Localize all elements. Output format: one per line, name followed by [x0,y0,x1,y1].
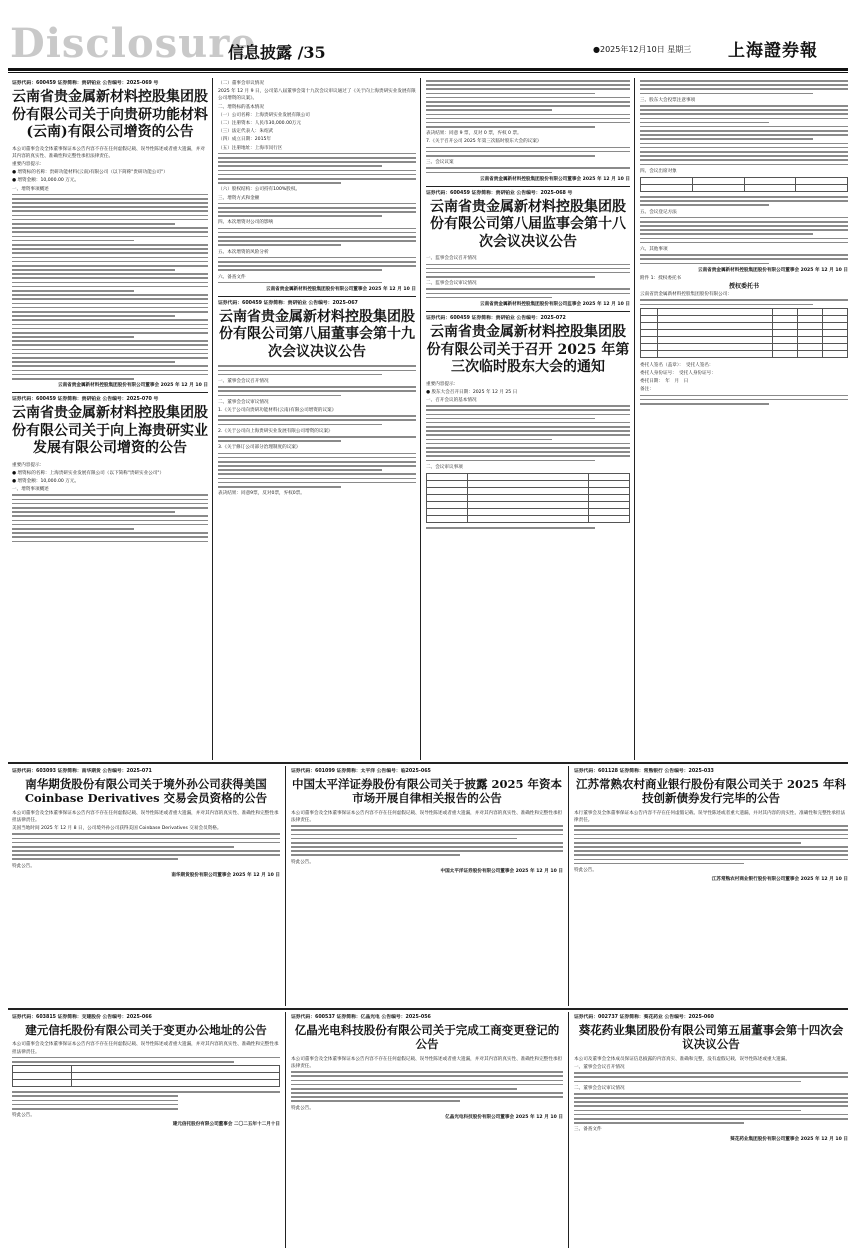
announcement-changshu-bank [574,768,848,1004]
paragraph: （五）注册地址：上海市闵行区 [218,145,283,151]
announcement-title: 云南省贵金属新材料控股集团股份有限公司关于向上海贵研实业发展有限公司增资的公告 [12,405,208,457]
paragraph: （一）公司名称：上海贵研实业发展有限公司 [218,112,310,118]
body-text-lines [218,228,416,246]
announcement-code: 证券代码：002737 证券简称：葵花药业 公告编号：2025-060 [574,1015,714,1020]
section-divider [426,186,630,187]
body-text-lines [640,80,848,94]
announcement-code: 证券代码：600459 证券简称：贵研铂业 公告编号：2025-067 [218,300,358,306]
header-rule [8,68,848,71]
paragraph: 三、备查文件 [574,1127,602,1133]
paragraph: 备注： [640,387,654,393]
paragraph: 六、备查文件 [218,274,246,280]
body-text-lines [640,254,848,264]
body-text-lines [640,196,848,206]
paragraph: 附件 1：授权委托书 [640,275,682,281]
paragraph: 二、董事会会议审议情况 [574,1085,625,1091]
paragraph: 三、增资方式和金额 [218,195,260,201]
body-text-lines [640,105,848,165]
announcement-title: 云南省贵金属新材料控股集团股份有限公司第八届董事会第十九次会议决议公告 [219,308,415,360]
announcement-code: 证券代码：601128 证券简称：常熟银行 公告编号：2025-033 [574,769,714,774]
body-text-lines [218,365,416,375]
paragraph: （二）注册资本：人民币30,000.00万元 [218,121,302,127]
body-text-lines [291,1071,563,1102]
column-divider [212,78,213,760]
paragraph: 一、监事会会议召开情况 [426,256,477,262]
paragraph: ● 增资标的名称：上海贵研实业发展有限公司（以下简称"贵研实业公司"） [12,470,165,476]
body-text-lines [426,264,630,278]
column-divider [285,766,286,1006]
paragraph: 委托人签名（盖章）： 受托人签名： [640,362,714,368]
body-text-lines [12,1057,280,1063]
paragraph: 本公司董事会及全体董事保证本公告内容不存在任何虚假记载、误导性陈述或者重大遗漏，并对其内容的真实性、准确性和完整性承担法律责任。 [12,1042,279,1055]
section-divider [218,296,416,297]
paragraph: 本行董事会及全体董事保证本公告内容不存在任何虚假记载、误导性陈述或者重大遗漏，并对其内容的真实性、准确性和完整性承担法律责任。 [574,810,846,823]
announcement-code: 证券代码：600459 证券简称：贵研铂业 公告编号：2025-070 号 [12,397,159,403]
signature: 建元信托股份有限公司董事会 二〇二五年十二月十日 [172,1122,280,1128]
paragraph: 云南省贵金属新材料控股集团股份有限公司： [640,292,732,298]
paragraph: 特此公告。 [12,863,35,869]
paragraph: 本公司董事会及全体董事保证本公告内容不存在任何虚假记载、误导性陈述或者重大遗漏，并对其内容的真实性、准确性和完整性承担法律责任。 [12,146,205,159]
paragraph: 表决结果：同意9票，反对0票，弃权0票。 [218,491,305,497]
paragraph: （二）董事会审议情况 [218,81,264,86]
section-rule [8,1008,848,1010]
announcement-title: 云南省贵金属新材料控股集团股份有限公司关于向贵研功能材料(云南)有限公司增资的公告 [12,89,208,140]
newspaper-masthead: 上海證券報 [728,41,818,61]
announcement-nanhua [12,768,280,1004]
paragraph: 表决结果：同意 9 票，反对 0 票，弃权 0 票。 [426,131,522,137]
paragraph: 特此公告。 [291,859,314,865]
announcement-code: 证券代码：601099 证券简称：太平洋 公告编号：临2025-065 [291,769,431,774]
section-logo: Disclosure [10,20,257,67]
publication-date: ●2025年12月10日 星期三 [593,45,692,54]
announcement-1 [12,80,208,758]
paragraph: 六、其他事项 [640,247,668,253]
announcement-title: 江苏常熟农村商业银行股份有限公司关于 2025 年科技创新债券发行完毕的公告 [575,777,846,806]
body-text-lines [218,386,416,396]
paragraph: 2.《关于公司向上海贵研实业发展有限公司增资的议案》 [218,428,333,434]
announcement-code: 证券代码：600459 证券简称：贵研铂业 公告编号：2025-068 号 [426,190,573,196]
body-text-lines [574,825,848,864]
body-text-lines [12,194,208,380]
body-text-lines [640,217,848,244]
announcement-code: 证券代码：600537 证券简称：亿晶光电 公告编号：2025-056 [291,1015,431,1020]
paragraph: 1.《关于公司向贵研功能材料(云南)有限公司增资的议案》 [218,408,337,413]
header-rule-thin [8,72,848,73]
proxy-vote-table [640,308,848,358]
announcement-3 [426,80,630,758]
paragraph: 本公司及董事会全体成员保证信息披露的内容真实、准确和完整，没有虚假记载、误导性陈述或重大遗漏。 [574,1056,790,1062]
column-divider [285,1012,286,1248]
body-text-lines [218,415,416,425]
column-divider [420,78,421,760]
body-text-lines [640,299,848,305]
paragraph: 三、股东大会投票注意事项 [640,97,696,103]
signature: 云南省贵金属新材料控股集团股份有限公司董事会 2025 年 12 月 10 日 [57,383,208,389]
paragraph: 美国当地时间 2025 年 12 月 8 日，公司境外孙公司获得美国 Coinbase Derivatives 交易会员资格。 [12,826,222,832]
body-text-lines [218,282,416,284]
paragraph: 7.《关于召开公司 2025 年第三次临时股东大会的议案》 [426,139,542,145]
signature: 江苏常熟农村商业银行股份有限公司董事会 2025 年 12 月 10 日 [711,877,848,883]
signature: 云南省贵金属新材料控股集团股份有限公司监事会 2025 年 12 月 10 日 [479,302,630,308]
proposal-table [426,473,630,523]
paragraph: 二、董事会会议审议情况 [218,399,269,405]
announcement-jianyuan-trust [12,1014,280,1248]
paragraph: 一、董事会会议召开情况 [218,379,269,385]
body-text-lines [218,153,416,184]
paragraph: ● 增资金额：10,000.00 万元。 [12,178,80,184]
paragraph: （三）法定代表人：朱绍武 [218,129,274,135]
paragraph: 一、增资事项概述 [12,186,49,192]
announcement-title: 建元信托股份有限公司关于变更办公地址的公告 [25,1023,267,1037]
paragraph: 重要内容提示： [12,462,45,468]
body-text-lines [218,257,416,271]
signature: 南华期货股份有限公司董事会 2025 年 12 月 10 日 [171,872,280,878]
body-text-lines [12,1091,280,1109]
body-text-lines [291,825,563,856]
announcement-title: 葵花药业集团股份有限公司第五届董事会第十四次会议决议公告 [578,1023,844,1052]
paragraph: 一、董事会会议召开情况 [574,1064,625,1070]
paragraph: ● 股东大会召开日期：2025 年 12 月 25 日 [426,389,518,395]
signature: 葵花药业集团股份有限公司董事会 2025 年 12 月 10 日 [730,1136,848,1142]
signature: 亿晶光电科技股份有限公司董事会 2025 年 12 月 10 日 [445,1114,563,1120]
paragraph: 三、会议议案 [426,160,454,166]
announcement-title: 南华期货股份有限公司关于境外孙公司获得美国 Coinbase Derivatives 交易会员资格的公告 [24,777,268,806]
announcement-pacific [291,768,563,1004]
column-divider [568,766,569,1006]
paragraph: 四、会议出席对象 [640,168,677,174]
paragraph: （四）成立日期：2015年 [218,137,272,143]
attendance-table [640,177,848,192]
paragraph: 二、会议审议事项 [426,464,463,470]
section-divider [12,392,208,393]
address-table [12,1065,280,1087]
announcement-title: 云南省贵金属新材料控股集团股份有限公司第八届监事会第十八次会议决议公告 [430,198,626,250]
paragraph: （六）股权结构：公司持有100%股权。 [218,187,301,193]
body-text-lines [426,527,630,529]
announcement-yijing-pv [291,1014,563,1248]
body-text-lines [426,147,630,157]
paragraph: 本公司董事会及全体董事保证本公告内容不存在任何虚假记载、误导性陈述或者重大遗漏，并对其内容的真实性、准确性和完整性承担法律责任。 [12,810,279,823]
paragraph: 重要内容提示： [12,161,45,167]
body-text-lines [574,1072,848,1082]
body-text-lines [426,405,630,461]
paragraph: 重要内容提示： [426,381,459,387]
body-text-lines [574,1093,848,1124]
signature: 云南省贵金属新材料控股集团股份有限公司董事会 2025 年 12 月 10 日 [479,176,630,182]
paragraph: 特此公告。 [291,1105,314,1111]
paragraph: 四、本次增资对公司的影响 [218,220,274,226]
column-divider [568,1012,569,1248]
announcement-code: 证券代码：603093 证券简称：南华期货 公告编号：2025-071 [12,769,152,774]
paragraph: 委托人身份证号： 受托人身份证号： [640,371,716,376]
body-text-lines [12,494,208,542]
body-text-lines [218,436,416,442]
body-text-lines [640,395,848,405]
announcement-title: 云南省贵金属新材料控股集团股份有限公司关于召开 2025 年第三次临时股东大会的通知 [426,324,630,376]
signature: 云南省贵金属新材料控股集团股份有限公司董事会 2025 年 12 月 10 日 [265,286,416,292]
paragraph: 特此公告。 [574,868,597,874]
announcement-code: 证券代码：603815 证券简称：交建股份 公告编号：2025-066 [12,1015,152,1020]
paragraph: 一、增资事项概述 [12,487,49,493]
paragraph: 五、本次增资的风险分析 [218,249,269,255]
signature: 云南省贵金属新材料控股集团股份有限公司董事会 2025 年 12 月 10 日 [697,267,848,273]
page-section-title: 信息披露 /35 [228,43,326,62]
announcement-3-continued [640,80,848,758]
section-divider [426,311,630,312]
paragraph: 本公司董事会及全体董事保证本公告内容不存在任何虚假记载、误导性陈述或者重大遗漏，并对其内容的真实性、准确性和完整性承担法律责任。 [291,810,563,823]
section-rule [8,762,848,764]
body-text-lines [426,167,630,173]
paragraph: 一、召开会议的基本情况 [426,397,477,403]
announcement-title: 亿晶光电科技股份有限公司关于完成工商变更登记的公告 [294,1023,560,1052]
paragraph: ● 增资标的名称：贵研功能材料(云南)有限公司（以下简称"贵研功能公司"） [12,170,168,176]
paragraph: 五、会议登记方法 [640,209,677,215]
body-text-lines [218,453,416,488]
column-divider [634,78,635,760]
proxy-form-title: 授权委托书 [728,283,759,291]
paragraph: 二、监事会会议审议情况 [426,281,477,287]
announcement-code: 证券代码：600459 证券简称：贵研铂业 公告编号：2025-072 [426,316,566,322]
paragraph: 委托日期： 年 月 日 [640,379,689,385]
signature: 中国太平洋证券股份有限公司董事会 2025 年 12 月 10 日 [440,868,563,874]
announcement-title: 中国太平洋证券股份有限公司关于披露 2025 年资本市场开展自律相关报告的公告 [291,777,562,806]
announcement-2-continued [218,80,416,758]
paragraph: ● 增资金额：10,000.00 万元。 [12,479,80,485]
paragraph: 本公司董事会及全体董事保证本公告内容不存在任何虚假记载、误导性陈述或者重大遗漏，并对其内容的真实性、准确性和完整性承担法律责任。 [291,1056,563,1069]
paragraph: 2025 年 12 月 9 日，公司第八届董事会第十九次会议审议通过了《关于向上海贵研实业发展有限公司增资的议案》。 [218,89,416,102]
paragraph: 二、增资标的基本情况 [218,104,264,110]
body-text-lines [426,80,630,128]
body-text-lines [218,203,416,217]
announcement-code: 证券代码：600459 证券简称：贵研铂业 公告编号：2025-069 号 [12,81,159,86]
body-text-lines [12,833,280,860]
paragraph: 3.《关于修订公司部分治理制度的议案》 [218,445,301,451]
body-text-lines [426,288,630,298]
announcement-kuihua [574,1014,848,1248]
paragraph: 特此公告。 [12,1113,35,1119]
